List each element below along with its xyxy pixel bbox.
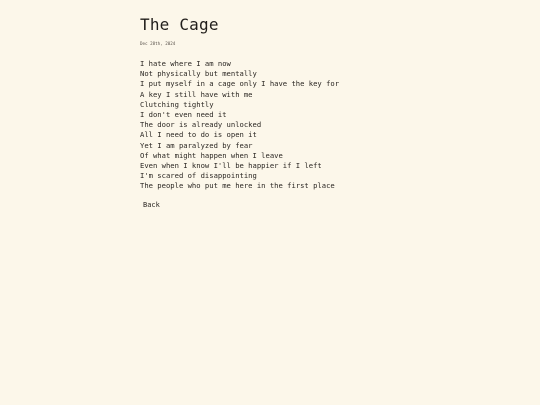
back-link[interactable]: Back	[143, 200, 160, 209]
poem-line: Not physically but mentally	[140, 69, 257, 79]
poem-line: I put myself in a cage only I have the key for	[140, 79, 340, 89]
poem-line: Of what might happen when I leave	[140, 150, 283, 160]
poem-line: I don't even need it	[140, 110, 227, 120]
poem-body	[140, 59, 520, 192]
poem-line: I'm scared of disappointing	[140, 171, 257, 181]
poem-line: A key I still have with me	[140, 89, 253, 99]
poem-line: Clutching tightly	[140, 99, 214, 109]
poem-line: Yet I am paralyzed by fear	[140, 140, 253, 150]
post-title: The Cage	[140, 15, 219, 34]
post-page	[140, 14, 520, 211]
post-date: Dec 28th, 2024	[140, 41, 176, 46]
poem-line: The people who put me here in the first place	[140, 181, 335, 191]
poem-line: Even when I know I'll be happier if I left	[140, 161, 322, 171]
poem-line: The door is already unlocked	[140, 120, 262, 130]
poem-line: I hate where I am now	[140, 59, 231, 68]
poem-line: All I need to do is open it	[140, 130, 257, 140]
